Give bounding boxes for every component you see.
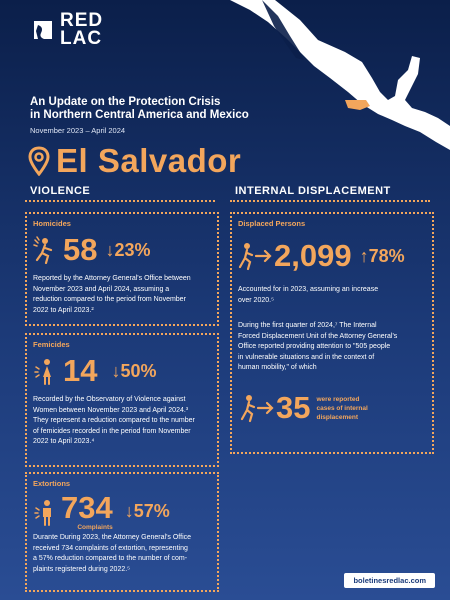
homicides-stat <box>33 234 151 266</box>
displaced-label: Displaced Persons <box>238 219 306 228</box>
extortions-value: 734 <box>61 490 113 525</box>
title-line2: in Northern Central America and Mexico <box>30 109 249 121</box>
homicides-text-line: November 2023 and April 2024, assuming a <box>33 285 170 293</box>
country-heading <box>28 142 241 180</box>
homicides-text <box>33 274 209 316</box>
extortions-text-line: Durante During 2023, the Attorney General's Office <box>33 534 192 541</box>
extortions-text-line: a 57% reduction compared to the number of com- <box>33 555 188 562</box>
location-pin-icon <box>28 146 50 176</box>
displaced-note <box>238 285 424 306</box>
femicides-text <box>33 395 209 448</box>
homicides-text-line: 2022 to April 2023.² <box>33 306 94 314</box>
title-line1: An Update on the Protection Crisis <box>30 96 221 108</box>
logo-line1: RED <box>60 10 104 31</box>
running-person-arrow-icon <box>238 241 272 271</box>
displaced-text-line: Office reported providing attention to "505 people <box>238 343 391 350</box>
homicides-change: ↓23% <box>105 239 151 260</box>
logo-globe-icon <box>30 17 56 43</box>
homicides-text-line: Reported by the Attorney General's Office between <box>33 275 191 282</box>
extortions-label: Extortions <box>33 479 71 488</box>
country-name: El Salvador <box>56 142 242 179</box>
running-person-arrow-icon <box>240 393 274 423</box>
extortions-text-line: received 734 complaints of extortion, representing <box>33 544 188 552</box>
displaced-text-line: human mobility," of which <box>238 364 317 371</box>
femicides-text-line: Women between November 2023 and April 2024.³ <box>33 406 189 414</box>
femicides-change: ↓50% <box>111 360 157 381</box>
displaced-change: ↑78% <box>359 245 405 266</box>
displaced-text-line: During the first quarter of 2024,⁷ The Internal <box>238 322 377 329</box>
femicides-text-line: 2022 to April 2023.⁴ <box>33 438 95 445</box>
femicides-stat <box>33 355 157 387</box>
displacement-cases-text-line: displacement <box>316 413 359 421</box>
homicides-value: 58 <box>63 232 98 267</box>
displaced-note-line: over 2020.⁵ <box>238 296 274 304</box>
extortions-text-line: plaints registered during 2022.⁵ <box>33 565 131 573</box>
displaced-text-line: Forced Displacement Unit of the Attorney General's <box>238 332 398 340</box>
extortions-text <box>33 533 209 575</box>
homicides-label: Homicides <box>33 219 71 228</box>
displacement-divider <box>230 200 430 202</box>
homicide-figure-icon <box>33 236 55 264</box>
extortions-sublabel: Complaints <box>77 524 113 531</box>
displacement-cases-text-line: cases of internal <box>316 404 368 412</box>
femicides-text-line: of femicides recorded in the period from November <box>33 427 191 435</box>
logo-line2: LAC <box>60 28 103 49</box>
page-title <box>30 96 249 122</box>
displacement-cases-value: 35 <box>276 390 311 425</box>
extortions-stat <box>33 492 170 531</box>
homicides-text-line: reduction compared to the period from November <box>33 296 186 303</box>
femicides-text-line: They represent a reduction compared to the number <box>33 417 195 424</box>
displaced-text-line: in vulnerable situations and in the context of <box>238 353 375 361</box>
violence-heading: VIOLENCE <box>30 185 91 197</box>
displaced-note-line: Accounted for in 2023, assuming an increase <box>238 286 379 293</box>
redlac-logo <box>30 12 103 48</box>
extortion-figure-icon <box>33 498 55 526</box>
date-range: November 2023 – April 2024 <box>30 126 126 135</box>
femicides-text-line: Recorded by the Observatory of Violence against <box>33 396 186 403</box>
femicides-value: 14 <box>63 353 98 388</box>
displacement-heading: INTERNAL DISPLACEMENT <box>235 185 391 197</box>
displaced-text <box>238 321 424 374</box>
violence-divider <box>25 200 215 202</box>
displaced-value: 2,099 <box>274 238 352 273</box>
femicides-label: Femicides <box>33 340 70 349</box>
displacement-cases-stat <box>240 392 368 424</box>
displacement-cases-text <box>316 395 367 422</box>
el-salvador-highlight <box>345 100 370 110</box>
extortions-change: ↓57% <box>124 501 170 521</box>
displaced-stat <box>238 240 405 272</box>
femicide-figure-icon <box>33 357 55 385</box>
displacement-cases-text-line: were reported <box>316 395 360 403</box>
website-link[interactable]: boletinesredlac.com <box>344 573 435 588</box>
